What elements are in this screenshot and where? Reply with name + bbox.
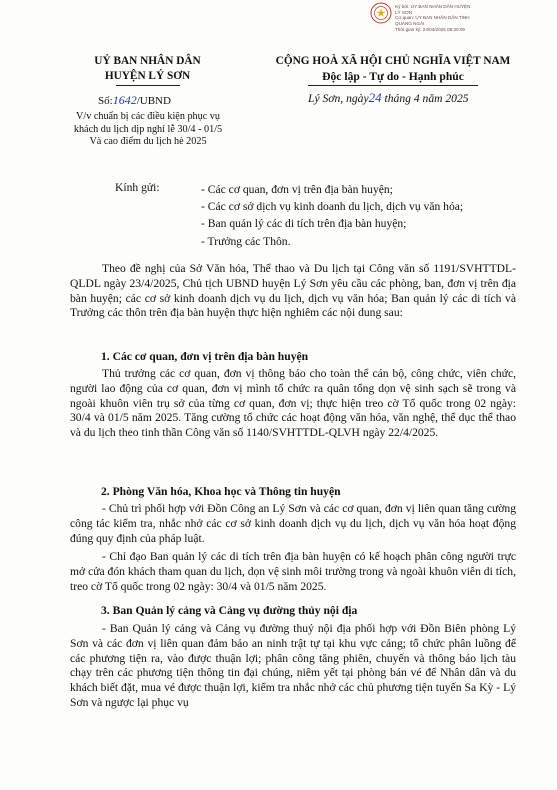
intro-text: Theo đề nghị của Sở Văn hóa, Thể thao và Du lịch tại Công văn số 1191/SVHTTDL-QLDL ngày 23/4/2025, Chủ tịch UBND huyện Lý Sơn yêu cầu các phòng, ban, đơn vị trên địa bàn huyện; các cơ sở kinh doanh dịch vụ du lịch, dịch vụ văn hóa; Ban quản lý các di tích và Trưởng các thôn trên địa bàn huyện thực hiện nghiêm các nội dung sau: xyxy=(70,262,516,320)
intro-paragraph xyxy=(70,262,516,321)
recipient-item: - Ban quản lý các di tích trên địa bàn huyện; xyxy=(201,217,407,231)
agency-line-1: UỶ BAN NHÂN DÂN xyxy=(94,55,201,67)
section-paragraph: - Chỉ đạo Ban quản lý các di tích trên địa bàn huyện có kế hoạch phân công người trực mở cửa đón khách tham quan du lịch, dọn vệ sinh môi trường trong và ngoài khuôn viên di tích, treo cờ Tổ quốc trong 02 ngày: 30/4 và 01/5 năm 2025. xyxy=(70,550,516,593)
doc-number-prefix: Số: xyxy=(98,95,113,107)
issue-date xyxy=(308,90,469,106)
section-1-body xyxy=(70,367,516,441)
recipients-list xyxy=(201,181,463,250)
section-paragraph: Thủ trưởng các cơ quan, đơn vị thông báo cho toàn thể cán bộ, công chức, viên chức, người lao động của cơ quan, đơn vị mình tổ chức ra quân tổng dọn vệ sinh sạch sẽ trong và ngoài khuôn viên trụ sở của từng cơ quan, đơn vị; thực hiện treo cờ Tổ quốc trong 02 ngày: 30/4 và 01/5 năm 2025. Tăng cường tổ chức các hoạt động văn hóa, văn nghệ, thể dục thể thao và du lịch theo tinh thần Công văn số 1140/SVHTTDL-QLVH ngày 22/4/2025. xyxy=(70,367,516,440)
subject-line: khách du lịch dịp nghỉ lễ 30/4 - 01/5 xyxy=(73,123,223,135)
doc-number-handwritten: 1642 xyxy=(112,93,137,107)
document-subject xyxy=(48,111,248,149)
issuing-agency xyxy=(70,54,225,86)
signature-line: Cơ quan: ỦY BAN NHÂN DÂN TỈNH xyxy=(395,15,470,21)
recipient-item: - Trưởng các Thôn. xyxy=(201,234,291,248)
recipients-label: Kính gửi: xyxy=(115,181,160,194)
section-3-body xyxy=(70,622,516,711)
section-2-body xyxy=(70,502,516,595)
doc-number-suffix: /UBND xyxy=(136,95,171,107)
date-rest: tháng 4 năm 2025 xyxy=(384,92,469,105)
signature-line: LÝ SƠN xyxy=(395,9,413,15)
date-day-handwritten: 24 xyxy=(368,90,382,105)
motto-underline xyxy=(308,85,478,86)
document-number xyxy=(98,93,171,108)
agency-line-2: HUYỆN LÝ SƠN xyxy=(104,70,191,82)
section-1-heading: 1. Các cơ quan, đơn vị trên địa bàn huyện xyxy=(101,350,309,363)
digital-signature-info xyxy=(395,4,555,33)
date-prefix: Lý Sơn, ngày xyxy=(308,92,369,105)
digital-signature-seal-icon xyxy=(370,2,392,24)
signature-line: Ký bởi: ỦY BAN NHÂN DÂN HUYỆN xyxy=(395,4,471,9)
section-3-heading: 3. Ban Quản lý cảng và Cảng vụ đường thủy nội địa xyxy=(101,604,358,617)
recipient-item: - Các cơ quan, đơn vị trên địa bàn huyện; xyxy=(201,183,393,196)
recipient-item: - Các cơ sở dịch vụ kinh doanh du lịch, dịch vụ văn hóa; xyxy=(201,200,464,214)
national-motto: Độc lập - Tự do - Hạnh phúc xyxy=(322,70,464,83)
signature-line: Thời gian ký: 24/04/2025 08:30:09 xyxy=(395,26,465,32)
subject-line: Và cao điểm du lịch hè 2025 xyxy=(89,136,207,148)
agency-underline xyxy=(116,85,180,86)
nation-title: CỘNG HOÀ XÃ HỘI CHỦ NGHĨA VIỆT NAM xyxy=(275,55,511,67)
signature-line: QUẢNG NGÃI xyxy=(395,21,425,27)
national-header xyxy=(232,54,554,86)
section-paragraph: - Ban Quản lý cảng và Cảng vụ đường thuỷ nội địa phối hợp với Đồn Biên phòng Lý Sơn và các đơn vị liên quan đảm bảo an ninh trật tự tại khu vực cảng; tổ chức phân luồng để các phương tiện ra, vào được thuận lợi; phân công tăng phiên, chuyến và thông báo lịch tàu chạy trên các phương tiện thông tin đại chúng, niêm yết tại phòng bán vé để Nhân dân và du khách biết đặt, mua vé được thuận lợi, kiểm tra nhắc nhở các chủ phương tiện tuyến Sa Kỳ - Lý Sơn và ngược lại phục vụ xyxy=(70,622,516,709)
section-paragraph: - Chủ trì phối hợp với Đồn Công an Lý Sơn và các cơ quan, đơn vị liên quan tăng cường công tác kiểm tra, nhắc nhở các cơ sở kinh doanh dịch vụ du lịch, dịch vụ văn hóa hoạt động đúng quy định của pháp luật. xyxy=(70,502,516,545)
section-2-heading: 2. Phòng Văn hóa, Khoa học và Thông tin huyện xyxy=(101,485,341,498)
subject-line: V/v chuẩn bị các điều kiện phục vụ xyxy=(76,111,220,122)
